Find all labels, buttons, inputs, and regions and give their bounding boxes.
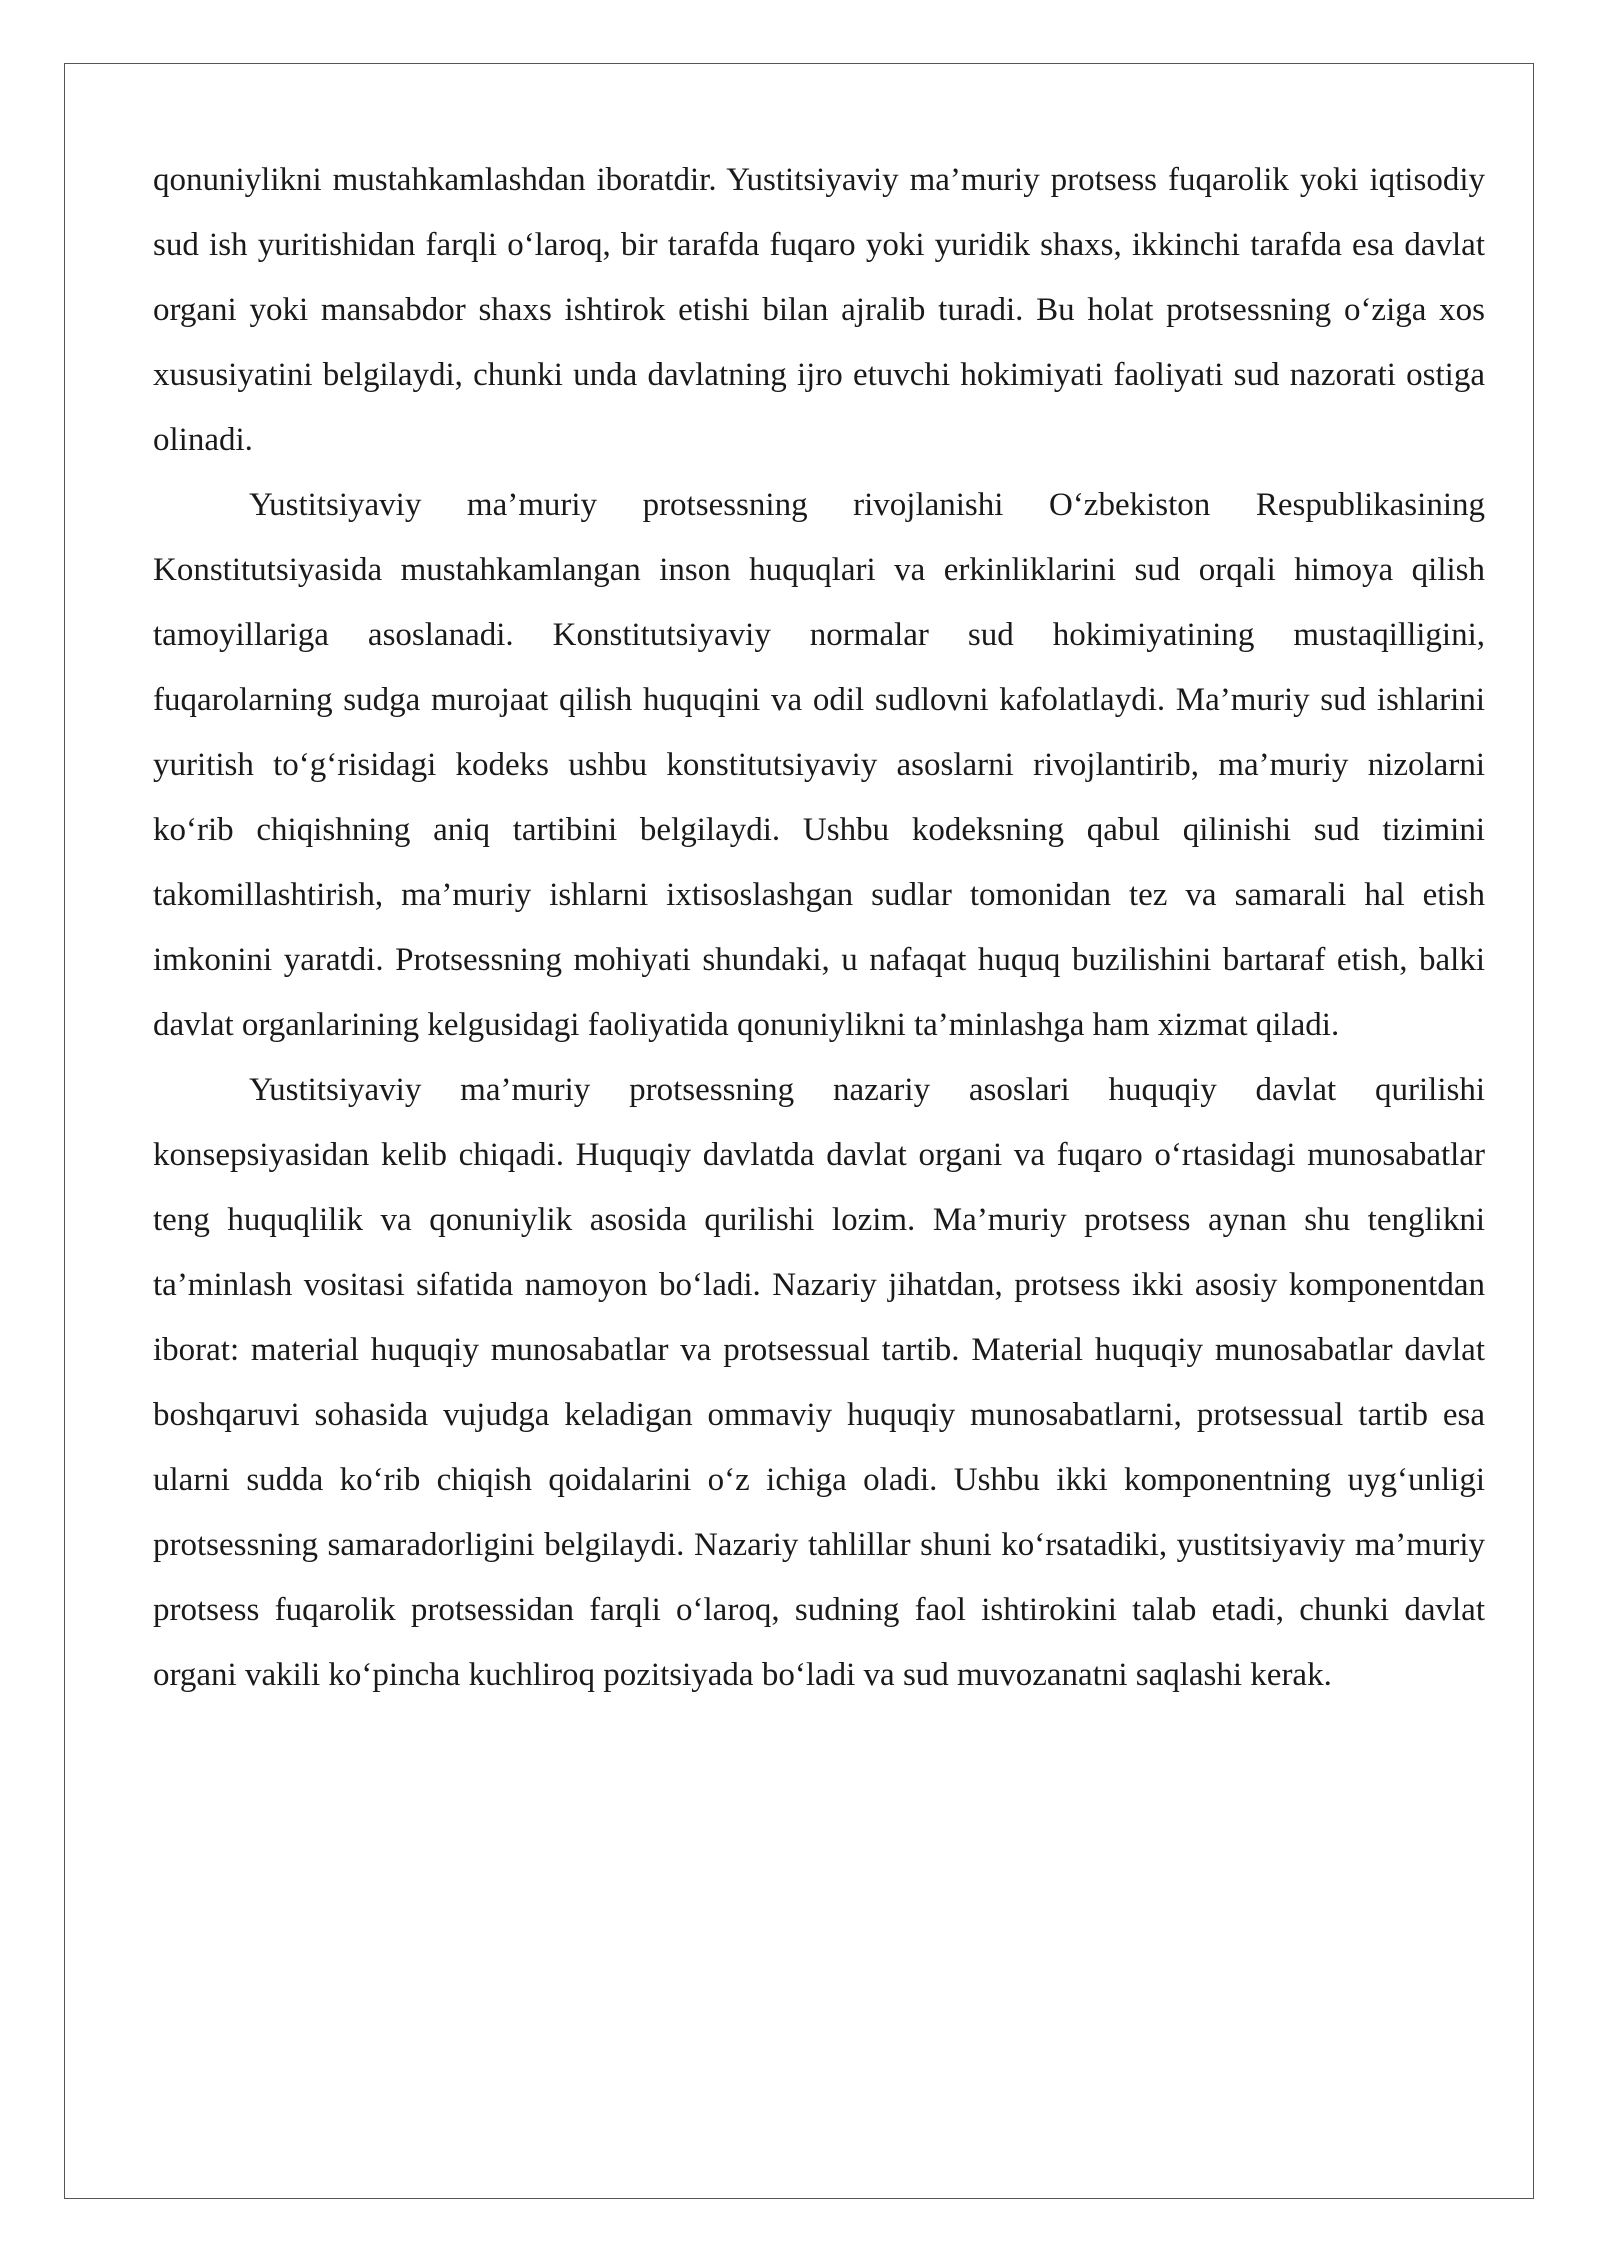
document-body — [153, 148, 1485, 1708]
paragraph-1: qonuniylikni mustahkamlashdan iboratdir. Yustitsiyaviy ma’muriy protsess fuqarolik yoki iqtisodiy sud ish yuritishidan farqli o‘laroq, bir tarafda fuqaro yoki yuridik shaxs, ikkinchi tarafda esa davlat organi yoki mansabdor shaxs ishtirok etishi bilan ajralib turadi. Bu holat protsessning o‘ziga xos xususiyatini belgilaydi, chunki unda davlatning ijro etuvchi hokimiyati faoliyati sud nazorati ostiga olinadi. — [153, 162, 1485, 458]
paragraph-3: Yustitsiyaviy ma’muriy protsessning nazariy asoslari huquqiy davlat qurilishi konsepsiyasidan kelib chiqadi. Huquqiy davlatda davlat organi va fuqaro o‘rtasidagi munosabatlar teng huquqlilik va qonuniylik asosida qurilishi lozim. Ma’muriy protsess aynan shu tenglikni ta’minlash vositasi sifatida namoyon bo‘ladi. Nazariy jihatdan, protsess ikki asosiy komponentdan iborat: material huquqiy munosabatlar va protsessual tartib. Material huquqiy munosabatlar davlat boshqaruvi sohasida vujudga keladigan ommaviy huquqiy munosabatlarni, protsessual tartib esa ularni sudda ko‘rib chiqish qoidalarini o‘z ichiga oladi. Ushbu ikki komponentning uyg‘unligi protsessning samaradorligini belgilaydi. Nazariy tahlillar shuni ko‘rsatadiki, yustitsiyaviy ma’muriy protsess fuqarolik protsessidan farqli o‘laroq, sudning faol ishtirokini talab etadi, chunki davlat organi vakili ko‘pincha kuchliroq pozitsiyada bo‘ladi va sud muvozanatni saqlashi kerak. — [153, 1072, 1485, 1693]
paragraph-2: Yustitsiyaviy ma’muriy protsessning rivojlanishi O‘zbekiston Respublikasining Konstitutsiyasida mustahkamlangan inson huquqlari va erkinliklarini sud orqali himoya qilish tamoyillariga asoslanadi. Konstitutsiyaviy normalar sud hokimiyatining mustaqilligini, fuqarolarning sudga murojaat qilish huquqini va odil sudlovni kafolatlaydi. Ma’muriy sud ishlarini yuritish to‘g‘risidagi kodeks ushbu konstitutsiyaviy asoslarni rivojlantirib, ma’muriy nizolarni ko‘rib chiqishning aniq tartibini belgilaydi. Ushbu kodeksning qabul qilinishi sud tizimini takomillashtirish, ma’muriy ishlarni ixtisoslashgan sudlar tomonidan tez va samarali hal etish imkonini yaratdi. Protsessning mohiyati shundaki, u nafaqat huquq buzilishini bartaraf etish, balki davlat organlarining kelgusidagi faoliyatida qonuniylikni ta’minlashga ham xizmat qiladi. — [153, 487, 1485, 1043]
